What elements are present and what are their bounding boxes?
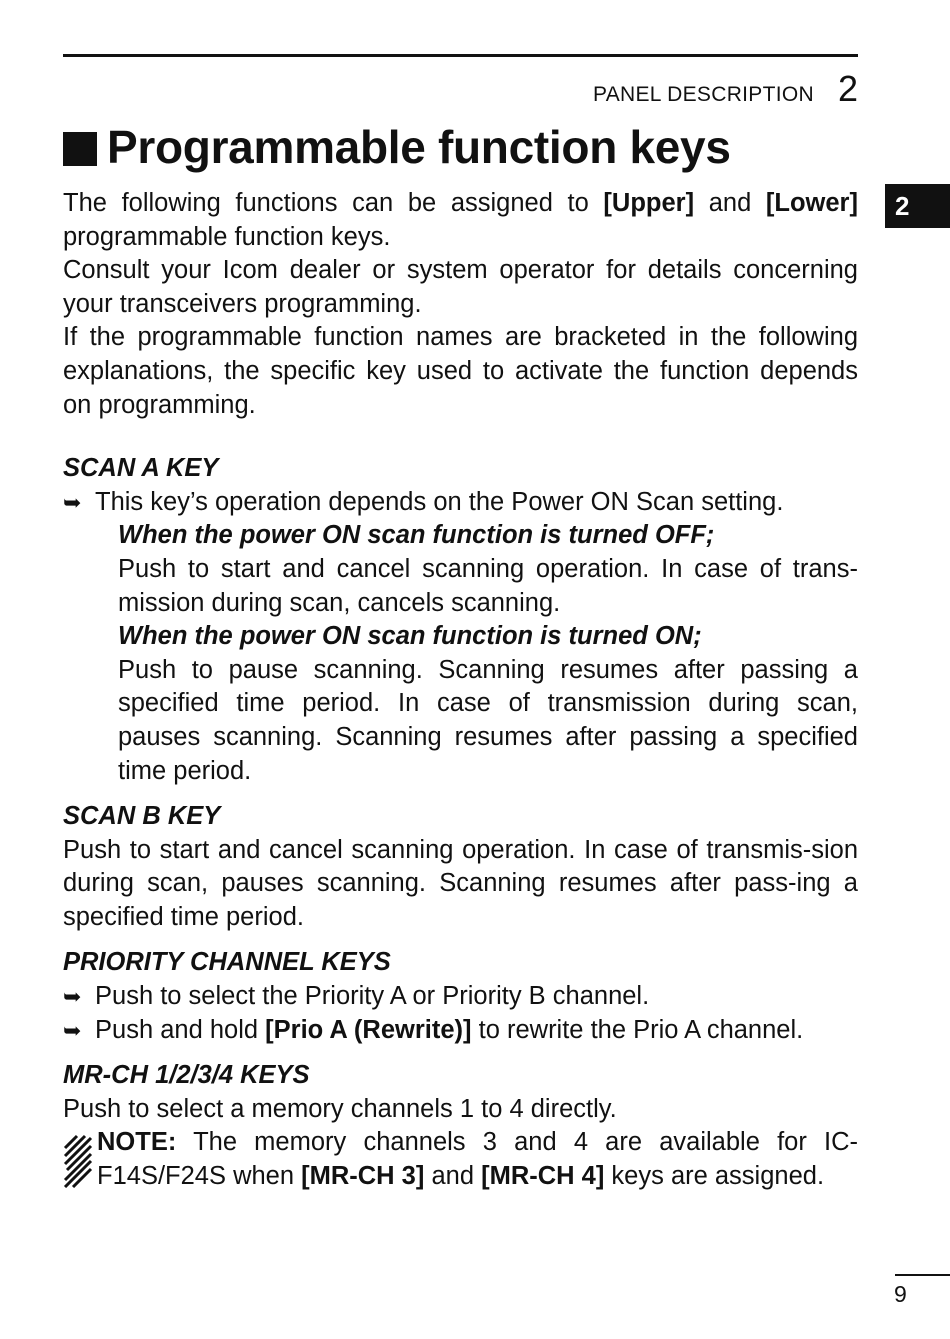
mr-ch-4-key: [MR-CH 4] [481, 1162, 605, 1191]
note-c: keys are assigned. [611, 1162, 825, 1191]
title-text: Programmable function keys [107, 121, 731, 173]
scan-a-bullet-text: This key’s operation depends on the Power ON Scan setting. [95, 487, 784, 516]
prio-a-rewrite-key: [Prio A (Rewrite)] [265, 1015, 472, 1044]
priority-bullet-1 [63, 980, 858, 1014]
scan-a-bullet [63, 486, 858, 520]
bottom-rule [895, 1274, 950, 1276]
lower-key: [Lower] [765, 189, 858, 217]
intro-text: The following functions can be assigned to [63, 189, 589, 217]
scan-a-heading: SCAN A KEY [63, 454, 219, 483]
bullet2-b: to rewrite the Prio A channel. [478, 1015, 804, 1044]
page-title [63, 120, 731, 174]
section-name: PANEL DESCRIPTION [592, 83, 814, 106]
mrch-text: Push to select a memory channels 1 to 4 directly. [63, 1094, 617, 1123]
note-label: NOTE: [97, 1128, 177, 1157]
note-line-2 [97, 1160, 858, 1194]
top-rule [63, 54, 858, 57]
note-block [63, 1126, 858, 1198]
body-text [63, 187, 858, 1198]
chapter-number: 2 [837, 68, 858, 109]
priority-bullet-2-text [95, 1014, 803, 1048]
page-number: 9 [894, 1281, 907, 1307]
running-header [593, 68, 858, 108]
intro-line-2: programmable function keys. [63, 222, 391, 251]
scan-a-on-text: Push to pause scanning. Scanning resumes after passing a specified time period. In case of transmission during scan, pauses scanning. Scanning resumes after passing a specified time period. [118, 655, 858, 785]
mr-ch-3-key: [MR-CH 3] [301, 1162, 425, 1191]
note-and: and [431, 1162, 474, 1191]
note-line-1 [97, 1126, 858, 1160]
intro-line-6: explanations, the specific key used to activate the function depends [63, 356, 858, 385]
upper-key: [Upper] [603, 189, 695, 217]
priority-heading: PRIORITY CHANNEL KEYS [63, 948, 391, 977]
chapter-tab: 2 [885, 184, 950, 228]
scan-b-heading: SCAN B KEY [63, 802, 221, 831]
intro-line-7: on programming. [63, 390, 256, 419]
priority-bullet-1-text: Push to select the Priority A or Priority B channel. [95, 982, 650, 1011]
intro-and: and [708, 189, 752, 217]
intro-line-1 [63, 187, 858, 221]
arrow-bullet-icon: ➥ [63, 1017, 82, 1043]
scan-a-off-heading: When the power ON scan function is turned OFF; [118, 521, 715, 550]
bullet2-a: Push and hold [95, 1015, 259, 1044]
intro-line-5: If the programmable function names are bracketed in the following [63, 323, 858, 352]
intro-line-3: Consult your Icom dealer or system operator for details concerning [63, 256, 858, 285]
priority-bullet-2 [63, 1014, 858, 1048]
arrow-bullet-icon: ➥ [63, 984, 82, 1010]
note-hatch-icon [63, 1126, 97, 1198]
mrch-heading: MR-CH 1/2/3/4 KEYS [63, 1061, 310, 1090]
intro-line-4: your transceivers programming. [63, 289, 422, 318]
scan-a-on-heading: When the power ON scan function is turned ON; [118, 622, 702, 651]
scan-b-text: Push to start and cancel scanning operation. In case of transmis-sion during scan, pauses scanning. Scanning resumes after pass-ing a specified time period. [63, 835, 858, 931]
scan-a-off-text: Push to start and cancel scanning operation. In case of trans-mission during scan, cancels scanning. [118, 554, 858, 617]
arrow-bullet-icon: ➥ [63, 489, 82, 515]
note-a: The memory channels 3 and 4 are available for IC- [193, 1128, 858, 1157]
note-b: F14S/F24S when [97, 1162, 295, 1191]
black-square-icon [63, 132, 97, 166]
